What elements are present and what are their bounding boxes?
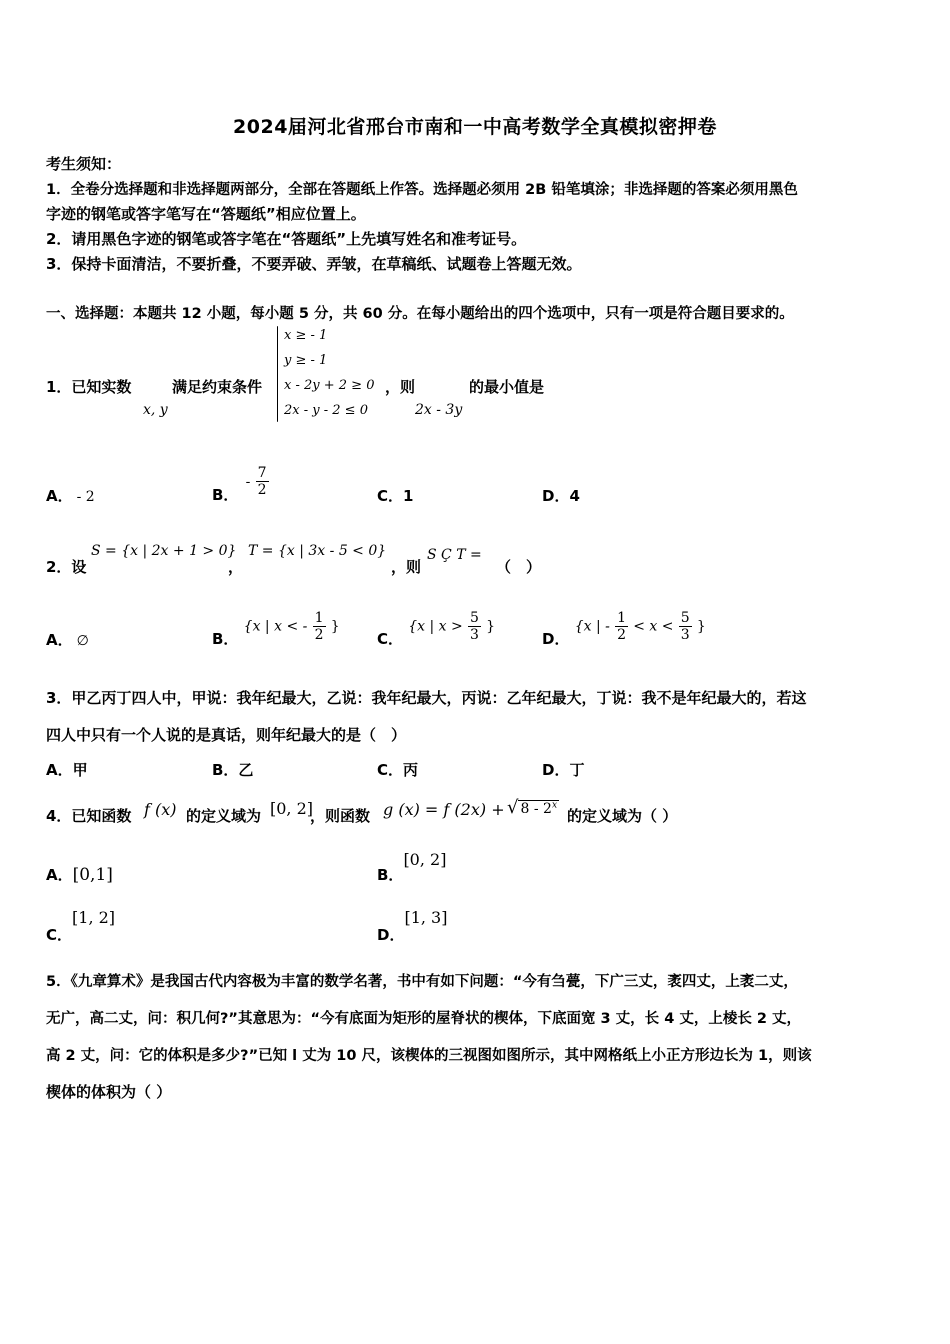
option-value: 1 [403,487,414,505]
option-text-end: } [696,618,706,635]
option-label: B． [212,486,239,504]
q1-constraint-1: x ≥ - 1 [284,328,328,343]
option-value: [1, 2] [72,908,116,927]
q1-constraint-4: 2x - y - 2 ≤ 0 [284,403,368,418]
q5-line-4: 楔体的体积为（ ） [46,1083,172,1101]
frac-num: 1 [314,610,324,626]
q5-line-3: 高 2 丈，问：它的体积是多少?”已知 l 丈为 10 尺，该楔体的三视图如图所示，其中网格纸上小正方形边长为 1，则该 [46,1048,812,1064]
frac-den: 3 [680,627,690,643]
option-value: [1, 3] [404,908,448,927]
frac-den: 2 [314,627,324,643]
option-fraction [313,610,326,643]
option-label: D． [377,926,405,944]
section-heading: 一、选择题：本题共 12 小题，每小题 5 分，共 60 分。在每小题给出的四个选项中，只有一项是符合题目要求的。 [46,306,794,322]
option-label: A． [46,487,73,505]
sqrt-radicand [518,800,559,817]
q3-option-b[interactable]: B．乙 [212,761,254,779]
page-title: 2024届河北省邢台市南和一中高考数学全真模拟密押卷 [233,116,717,138]
option-fraction [256,465,269,498]
q1-expr: 2x - 3y [415,402,463,418]
option-label: C． [46,926,73,944]
notice-heading: 考生须知： [46,155,122,173]
q1-prefix: 1．已知实数 [46,378,132,396]
option-fraction [468,610,481,643]
q3-line-2: 四人中只有一个人说的是真话，则年纪最大的是（ ） [46,726,407,744]
option-label: C． [377,630,404,648]
option-value: 4 [569,487,580,505]
frac-num: 7 [257,465,267,481]
option-fraction-2 [679,610,692,643]
notice-item-1-line-2: 字迹的钢笔或答字笔写在“答题纸”相应位置上。 [46,205,366,223]
q4-mid-2: ，则函数 [310,807,371,825]
frac-num: 1 [617,610,626,626]
q2-comma: ， [228,558,244,576]
q2-set-t: T = {x | 3x - 5 < 0} [248,543,387,559]
q3-line-1: 3．甲乙丙丁四人中，甲说：我年纪最大，乙说：我年纪最大，丙说：乙年纪最大，丁说：我不是年纪最大的，若这 [46,689,807,707]
q4-option-c[interactable] [46,908,115,945]
q1-constraint-2: y ≥ - 1 [284,353,328,368]
q4-suffix: 的定义域为（ ） [567,807,678,825]
q1-middle: 满足约束条件 [172,378,263,396]
frac-den: 2 [257,482,267,498]
sqrt-exponent: x [551,800,558,811]
notice-item-1-line-1: 1．全卷分选择题和非选择题两部分，全部在答题纸上作答。选择题必须用 2B 铅笔填涂；非选择题的答案必须用黑色 [46,182,798,198]
q3-option-d[interactable]: D．丁 [542,761,585,779]
option-value: - 2 [76,489,95,505]
q4-prefix: 4．已知函数 [46,807,132,825]
q2-paren: （ ） [496,558,542,576]
q4-fx: f (x) [144,800,177,819]
notice-item-2: 2．请用黑色字迹的钢笔或答字笔在“答题纸”上先填写姓名和准考证号。 [46,230,527,248]
notice-item-3: 3．保持卡面清洁，不要折叠，不要弄破、弄皱，在草稿纸、试题卷上答题无效。 [46,255,582,273]
option-text: {x | - [574,618,610,635]
q2-prefix: 2．设 [46,558,87,576]
frac-num: 5 [469,610,479,626]
option-fraction-1 [615,610,628,643]
q2-set-s: S = {x | 2x + 1 > 0} [91,543,237,559]
q4-gx: g (x) = f (2x) + [383,800,505,819]
q1-option-d[interactable] [542,485,580,506]
option-label: A． [46,866,73,884]
option-label: A． [46,631,73,649]
option-text-end: } [486,618,496,635]
option-value: [0, 2] [403,850,447,869]
q3-option-a[interactable]: A．甲 [46,761,88,779]
q2-expr: S Ç T = [427,547,482,563]
q1-constraint-3: x - 2y + 2 ≥ 0 [284,378,375,393]
q5-line-1: 5．《九章算术》是我国古代内容极为丰富的数学名著，书中有如下问题：“今有刍甍，下广三丈，袤四丈，上袤二丈， [46,974,798,990]
option-value: [0,1] [72,865,113,885]
q1-then: ，则 [385,378,416,396]
option-label: D． [542,630,570,648]
option-text: {x | x > [408,618,463,635]
q2-option-d[interactable] [542,604,706,649]
option-value: ∅ [76,633,89,649]
sqrt-body: 8 - 2 [520,801,552,817]
q4-mid-1: 的定义域为 [186,807,262,825]
q1-option-b[interactable] [212,458,269,505]
frac-den: 2 [617,627,626,643]
q1-option-c[interactable] [377,485,413,506]
q2-then: ，则 [391,558,422,576]
q2-option-a[interactable] [46,629,89,650]
option-sign: - [245,473,251,490]
option-text-end: } [330,618,340,635]
option-text-mid: < x < [633,618,674,635]
q2-option-c[interactable] [377,604,495,649]
q4-option-b[interactable] [377,850,446,885]
q4-option-a[interactable] [46,852,113,885]
q4-option-d[interactable] [377,908,447,945]
frac-den: 3 [469,627,479,643]
frac-num: 5 [680,610,690,626]
q1-option-a[interactable] [46,485,95,506]
q5-line-2: 无广，高二丈，问：积几何?”其意思为：“今有底面为矩形的屋脊状的楔体，下底面宽 3 丈，长 4 丈，上棱长 2 丈， [46,1011,802,1027]
option-label: B． [377,866,404,884]
q1-vars: x, y [143,402,168,418]
option-label: C． [377,487,404,505]
q1-brace [277,326,278,422]
q2-option-b[interactable] [212,604,340,649]
option-label: D． [542,487,570,505]
q3-option-c[interactable]: C．丙 [377,761,419,779]
q4-domain: [0, 2] [270,799,314,818]
option-label: B． [212,630,239,648]
option-text: {x | x < - [243,618,308,635]
q1-suffix: 的最小值是 [469,378,545,396]
q4-sqrt [507,797,559,818]
sqrt-sign-icon: √ [507,797,519,818]
